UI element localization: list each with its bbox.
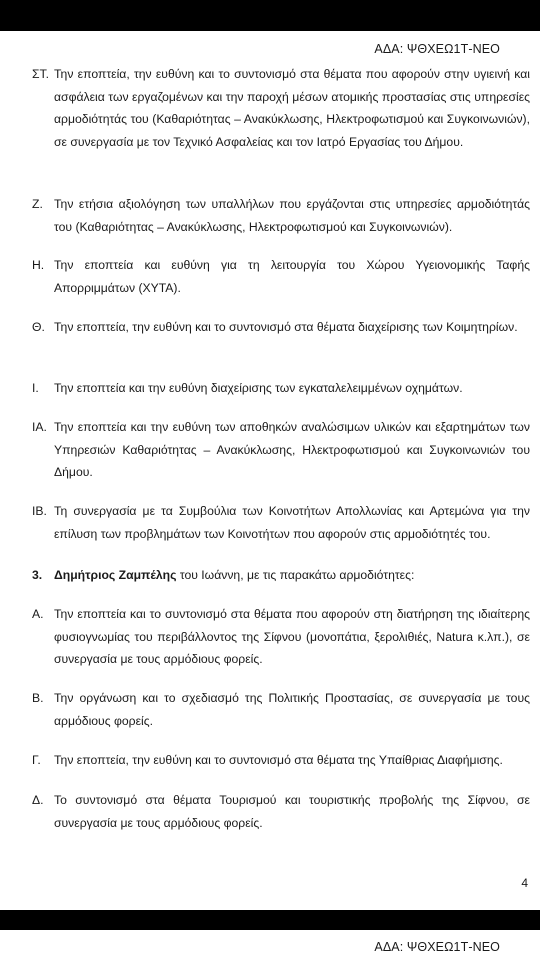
list-item-a xyxy=(32,603,530,671)
list-item-st xyxy=(32,63,530,153)
item-text: Την ετήσια αξιολόγηση των υπαλλήλων που εργάζονται στις υπηρεσίες αρμοδιότητάς του (Καθαριότητας – Ανακύκλωσης, Ηλεκτροφωτισμού και Συγκοινωνιών). xyxy=(54,197,530,234)
item-text: Την οργάνωση και το σχεδιασμό της Πολιτικής Προστασίας, σε συνεργασία με τους αρμόδιους φορείς. xyxy=(54,691,530,728)
section-heading-rest: του Ιωάννη, με τις παρακάτω αρμοδιότητες: xyxy=(176,568,415,582)
item-text: Τη συνεργασία με τα Συμβούλια των Κοινοτήτων Απολλωνίας και Αρτεμώνα για την επίλυση των προβλημάτων των Κοινοτήτων που αφορούν στις αρμοδιότητές του. xyxy=(54,504,530,541)
item-marker: Η. xyxy=(32,258,45,272)
item-text: Την εποπτεία και ευθύνη για τη λειτουργία του Χώρου Υγειονομικής Ταφής Απορριμμάτων (ΧΥΤΑ). xyxy=(54,258,530,295)
item-marker: Α. xyxy=(32,607,44,621)
person-name: Δημήτριος Ζαμπέλης xyxy=(54,568,177,582)
section-3-heading xyxy=(32,564,530,587)
item-text: Την εποπτεία, την ευθύνη και το συντονισμό στα θέματα διαχείρισης των Κοιμητηρίων. xyxy=(54,320,518,334)
list-item-g xyxy=(32,749,530,772)
item-marker: Β. xyxy=(32,691,44,705)
list-item-th xyxy=(32,316,530,339)
section-heading-text xyxy=(54,564,530,587)
list-item-iota xyxy=(32,377,530,400)
page-number: 4 xyxy=(521,876,528,890)
item-marker: Γ. xyxy=(32,753,41,767)
item-marker: ΙΑ. xyxy=(32,420,47,434)
item-marker: ΙΒ. xyxy=(32,504,47,518)
list-item-i xyxy=(32,254,530,299)
item-text: Την εποπτεία, την ευθύνη και το συντονισμό στα θέματα που αφορούν στην υγιεινή και ασφάλεια των εργαζομένων και την παροχή μέσων ατομικής προστασίας στις υπηρεσίες αρμοδιότητάς του (Καθαριότητας – Ανακύκλωσης, Ηλεκτροφωτισμού και Συγκοινωνιών), σε συνεργασία με τον Τεχνικό Ασφαλείας και τον Ιατρό Εργασίας του Δήμου. xyxy=(54,67,530,149)
item-marker: ΣΤ. xyxy=(32,67,50,81)
item-marker: Θ. xyxy=(32,320,45,334)
page-separator-bar xyxy=(0,910,540,930)
item-marker: Δ. xyxy=(32,793,44,807)
item-text: Το συντονισμό στα θέματα Τουρισμού και τουριστικής προβολής της Σίφνου, σε συνεργασία με τους αρμόδιους φορείς. xyxy=(54,793,530,830)
list-item-ib xyxy=(32,500,530,545)
item-marker: Ι. xyxy=(32,381,39,395)
list-item-d xyxy=(32,789,530,834)
list-item-z xyxy=(32,193,530,238)
ada-next-page: ΑΔΑ: ΨΘΧΕΩ1Τ-ΝΕΟ xyxy=(374,940,500,954)
item-text: Την εποπτεία και την ευθύνη διαχείρισης των εγκαταλελειμμένων οχημάτων. xyxy=(54,381,463,395)
item-text: Την εποπτεία και το συντονισμό στα θέματα που αφορούν στη διατήρηση της ιδιαίτερης φυσιογνωμίας του περιβάλλοντος της Σίφνου (μονοπάτια, ξερολιθιές, Natura κ.λπ.), σε συνεργασία με τους αρμόδιους φορείς. xyxy=(54,607,530,666)
ada-header: ΑΔΑ: ΨΘΧΕΩ1Τ-ΝΕΟ xyxy=(374,42,500,56)
item-marker: Ζ. xyxy=(32,197,43,211)
list-item-ia xyxy=(32,416,530,484)
section-number: 3. xyxy=(32,568,43,582)
item-text: Την εποπτεία και την ευθύνη των αποθηκών αναλώσιμων υλικών και εξαρτημάτων των Υπηρεσιών Καθαριότητας – Ανακύκλωσης, Ηλεκτροφωτισμού και Συγκοινωνιών του Δήμου. xyxy=(54,420,530,479)
top-black-bar xyxy=(0,0,540,31)
item-text: Την εποπτεία, την ευθύνη και το συντονισμό στα θέματα της Υπαίθριας Διαφήμισης. xyxy=(54,753,503,767)
list-item-b xyxy=(32,687,530,732)
